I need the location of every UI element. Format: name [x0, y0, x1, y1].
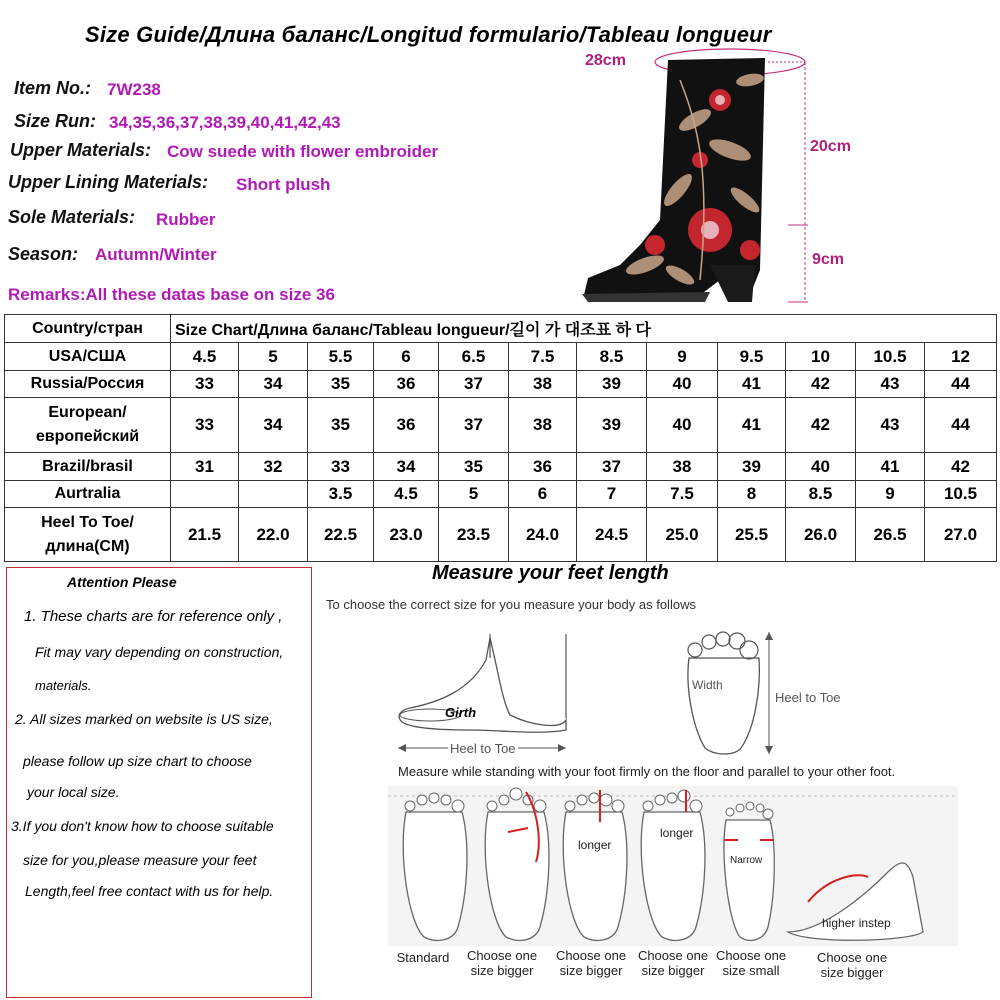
heel-height-dimension: 9cm [812, 251, 845, 268]
table-cell: 24.5 [577, 508, 647, 562]
table-cell: 40 [647, 371, 718, 398]
season-value: Autumn/Winter [95, 245, 217, 264]
size-run-value: 34,35,36,37,38,39,40,41,42,43 [109, 113, 341, 132]
table-cell: 23.0 [374, 508, 439, 562]
table-cell: 12 [925, 343, 997, 371]
table-cell: 3.5 [308, 481, 374, 508]
table-cell: 43 [856, 371, 925, 398]
lining-label: Upper Lining Materials: [8, 172, 209, 192]
table-header-row [5, 315, 997, 343]
table-row [5, 508, 997, 562]
width-label: Width [692, 678, 723, 692]
attention-line: your local size. [27, 784, 120, 800]
sole-label: Sole Materials: [8, 207, 136, 227]
measure-subtitle: To choose the correct size for you measure your body as follows [326, 597, 696, 612]
row-label: USA/США [5, 343, 171, 371]
attention-line: 3.If you don't know how to choose suitable [11, 818, 274, 834]
table-cell: 22.0 [239, 508, 308, 562]
longer-label-2: longer [660, 826, 694, 840]
table-cell: 24.0 [509, 508, 577, 562]
table-cell: 6 [374, 343, 439, 371]
table-cell: 37 [577, 453, 647, 481]
table-cell: 10.5 [925, 481, 997, 508]
table-row [5, 481, 997, 508]
chart-header: Size Chart/Длина баланс/Tableau longueur/길이 가 대조표 하 다 [171, 315, 997, 343]
attention-line: size for you,please measure your feet [23, 852, 257, 868]
table-cell: 10.5 [856, 343, 925, 371]
table-cell: 9 [856, 481, 925, 508]
item-no-value: 7W238 [107, 80, 161, 99]
embroidered-boot-image [560, 40, 820, 312]
table-cell: 5 [439, 481, 509, 508]
foot-caption: Choose one size bigger [555, 948, 627, 978]
table-cell: 33 [308, 453, 374, 481]
table-cell: 35 [308, 398, 374, 453]
measure-title: Measure your feet length [432, 562, 669, 584]
attention-line: Length,feel free contact with us for help. [25, 883, 274, 899]
girth-label: Girth [445, 705, 477, 720]
table-cell: 7.5 [509, 343, 577, 371]
foot-caption: Choose one size bigger [637, 948, 709, 978]
table-cell: 26.0 [786, 508, 856, 562]
upper-materials-label: Upper Materials: [10, 140, 152, 160]
attention-line: 2. All sizes marked on website is US size, [15, 711, 273, 727]
table-cell: 34 [239, 371, 308, 398]
foot-caption: Choose one size bigger [466, 948, 538, 978]
table-cell: 35 [308, 371, 374, 398]
table-cell: 25.0 [647, 508, 718, 562]
table-cell: 38 [647, 453, 718, 481]
table-cell: 41 [856, 453, 925, 481]
row-label: Russia/Россия [5, 371, 171, 398]
table-cell: 6.5 [439, 343, 509, 371]
table-cell [171, 481, 239, 508]
table-cell: 22.5 [308, 508, 374, 562]
table-cell: 4.5 [374, 481, 439, 508]
circumference-dimension: 28cm [585, 52, 626, 69]
table-cell: 7.5 [647, 481, 718, 508]
table-row [5, 343, 997, 371]
table-row [5, 453, 997, 481]
table-cell: 23.5 [439, 508, 509, 562]
table-cell: 31 [171, 453, 239, 481]
remarks: Remarks:All these datas base on size 36 [8, 285, 335, 304]
table-cell: 6 [509, 481, 577, 508]
table-cell: 4.5 [171, 343, 239, 371]
table-cell: 39 [718, 453, 786, 481]
table-cell: 26.5 [856, 508, 925, 562]
table-cell: 37 [439, 398, 509, 453]
row-label: Brazil/brasil [5, 453, 171, 481]
table-cell: 42 [925, 453, 997, 481]
sole-value: Rubber [156, 210, 216, 229]
season-label: Season: [8, 244, 79, 264]
table-cell: 8 [718, 481, 786, 508]
table-cell: 40 [786, 453, 856, 481]
table-cell: 36 [509, 453, 577, 481]
table-cell: 41 [718, 398, 786, 453]
attention-line: please follow up size chart to choose [23, 753, 252, 769]
table-cell: 8.5 [786, 481, 856, 508]
table-cell: 43 [856, 398, 925, 453]
row-label: Aurtralia [5, 481, 171, 508]
table-cell: 5 [239, 343, 308, 371]
table-cell: 7 [577, 481, 647, 508]
table-cell: 33 [171, 398, 239, 453]
attention-line: Fit may vary depending on construction, [35, 644, 284, 660]
table-cell: 33 [171, 371, 239, 398]
table-cell: 34 [239, 398, 308, 453]
table-cell: 21.5 [171, 508, 239, 562]
instep-label: higher instep [822, 916, 891, 930]
lining-value: Short plush [236, 175, 331, 194]
table-cell: 44 [925, 371, 997, 398]
heel-to-toe-side-label: Heel to Toe [450, 741, 516, 756]
longer-label-1: longer [578, 838, 612, 852]
table-cell: 5.5 [308, 343, 374, 371]
row-label: Heel To Toe/длина(CM) [5, 508, 171, 562]
size-chart-table [4, 314, 997, 562]
table-cell: 36 [374, 371, 439, 398]
table-cell: 37 [439, 371, 509, 398]
item-no-label: Item No.: [14, 78, 92, 98]
attention-line: 1. These charts are for reference only , [24, 608, 283, 625]
shaft-height-dimension: 20cm [810, 138, 851, 155]
table-cell: 35 [439, 453, 509, 481]
size-run-label: Size Run: [14, 111, 97, 131]
attention-title: Attention Please [67, 574, 177, 590]
table-cell: 9 [647, 343, 718, 371]
corner-header: Country/стран [5, 315, 171, 343]
upper-materials-value: Cow suede with flower embroider [167, 142, 439, 161]
table-cell: 32 [239, 453, 308, 481]
table-cell: 36 [374, 398, 439, 453]
table-cell: 34 [374, 453, 439, 481]
attention-box [6, 567, 312, 998]
heel-to-toe-top-label: Heel to Toe [775, 690, 841, 705]
table-cell: 27.0 [925, 508, 997, 562]
page-title: Size Guide/Длина баланс/Longitud formulario/Tableau longueur [85, 22, 772, 47]
foot-caption: Standard [396, 950, 450, 965]
table-cell: 42 [786, 371, 856, 398]
table-cell: 38 [509, 398, 577, 453]
table-cell: 8.5 [577, 343, 647, 371]
foot-caption: Choose one size small [715, 948, 787, 978]
narrow-label: Narrow [730, 855, 763, 866]
row-label: European/европейский [5, 398, 171, 453]
table-cell: 25.5 [718, 508, 786, 562]
table-cell: 44 [925, 398, 997, 453]
table-cell: 40 [647, 398, 718, 453]
attention-line: materials. [35, 678, 92, 693]
table-row [5, 398, 997, 453]
table-cell: 39 [577, 398, 647, 453]
table-cell: 39 [577, 371, 647, 398]
table-row [5, 371, 997, 398]
table-cell: 9.5 [718, 343, 786, 371]
foot-caption: Choose one size bigger [816, 950, 888, 980]
table-cell: 42 [786, 398, 856, 453]
standing-note: Measure while standing with your foot firmly on the floor and parallel to your other foot. [398, 764, 896, 779]
table-cell [239, 481, 308, 508]
table-cell: 41 [718, 371, 786, 398]
table-cell: 10 [786, 343, 856, 371]
table-cell: 38 [509, 371, 577, 398]
